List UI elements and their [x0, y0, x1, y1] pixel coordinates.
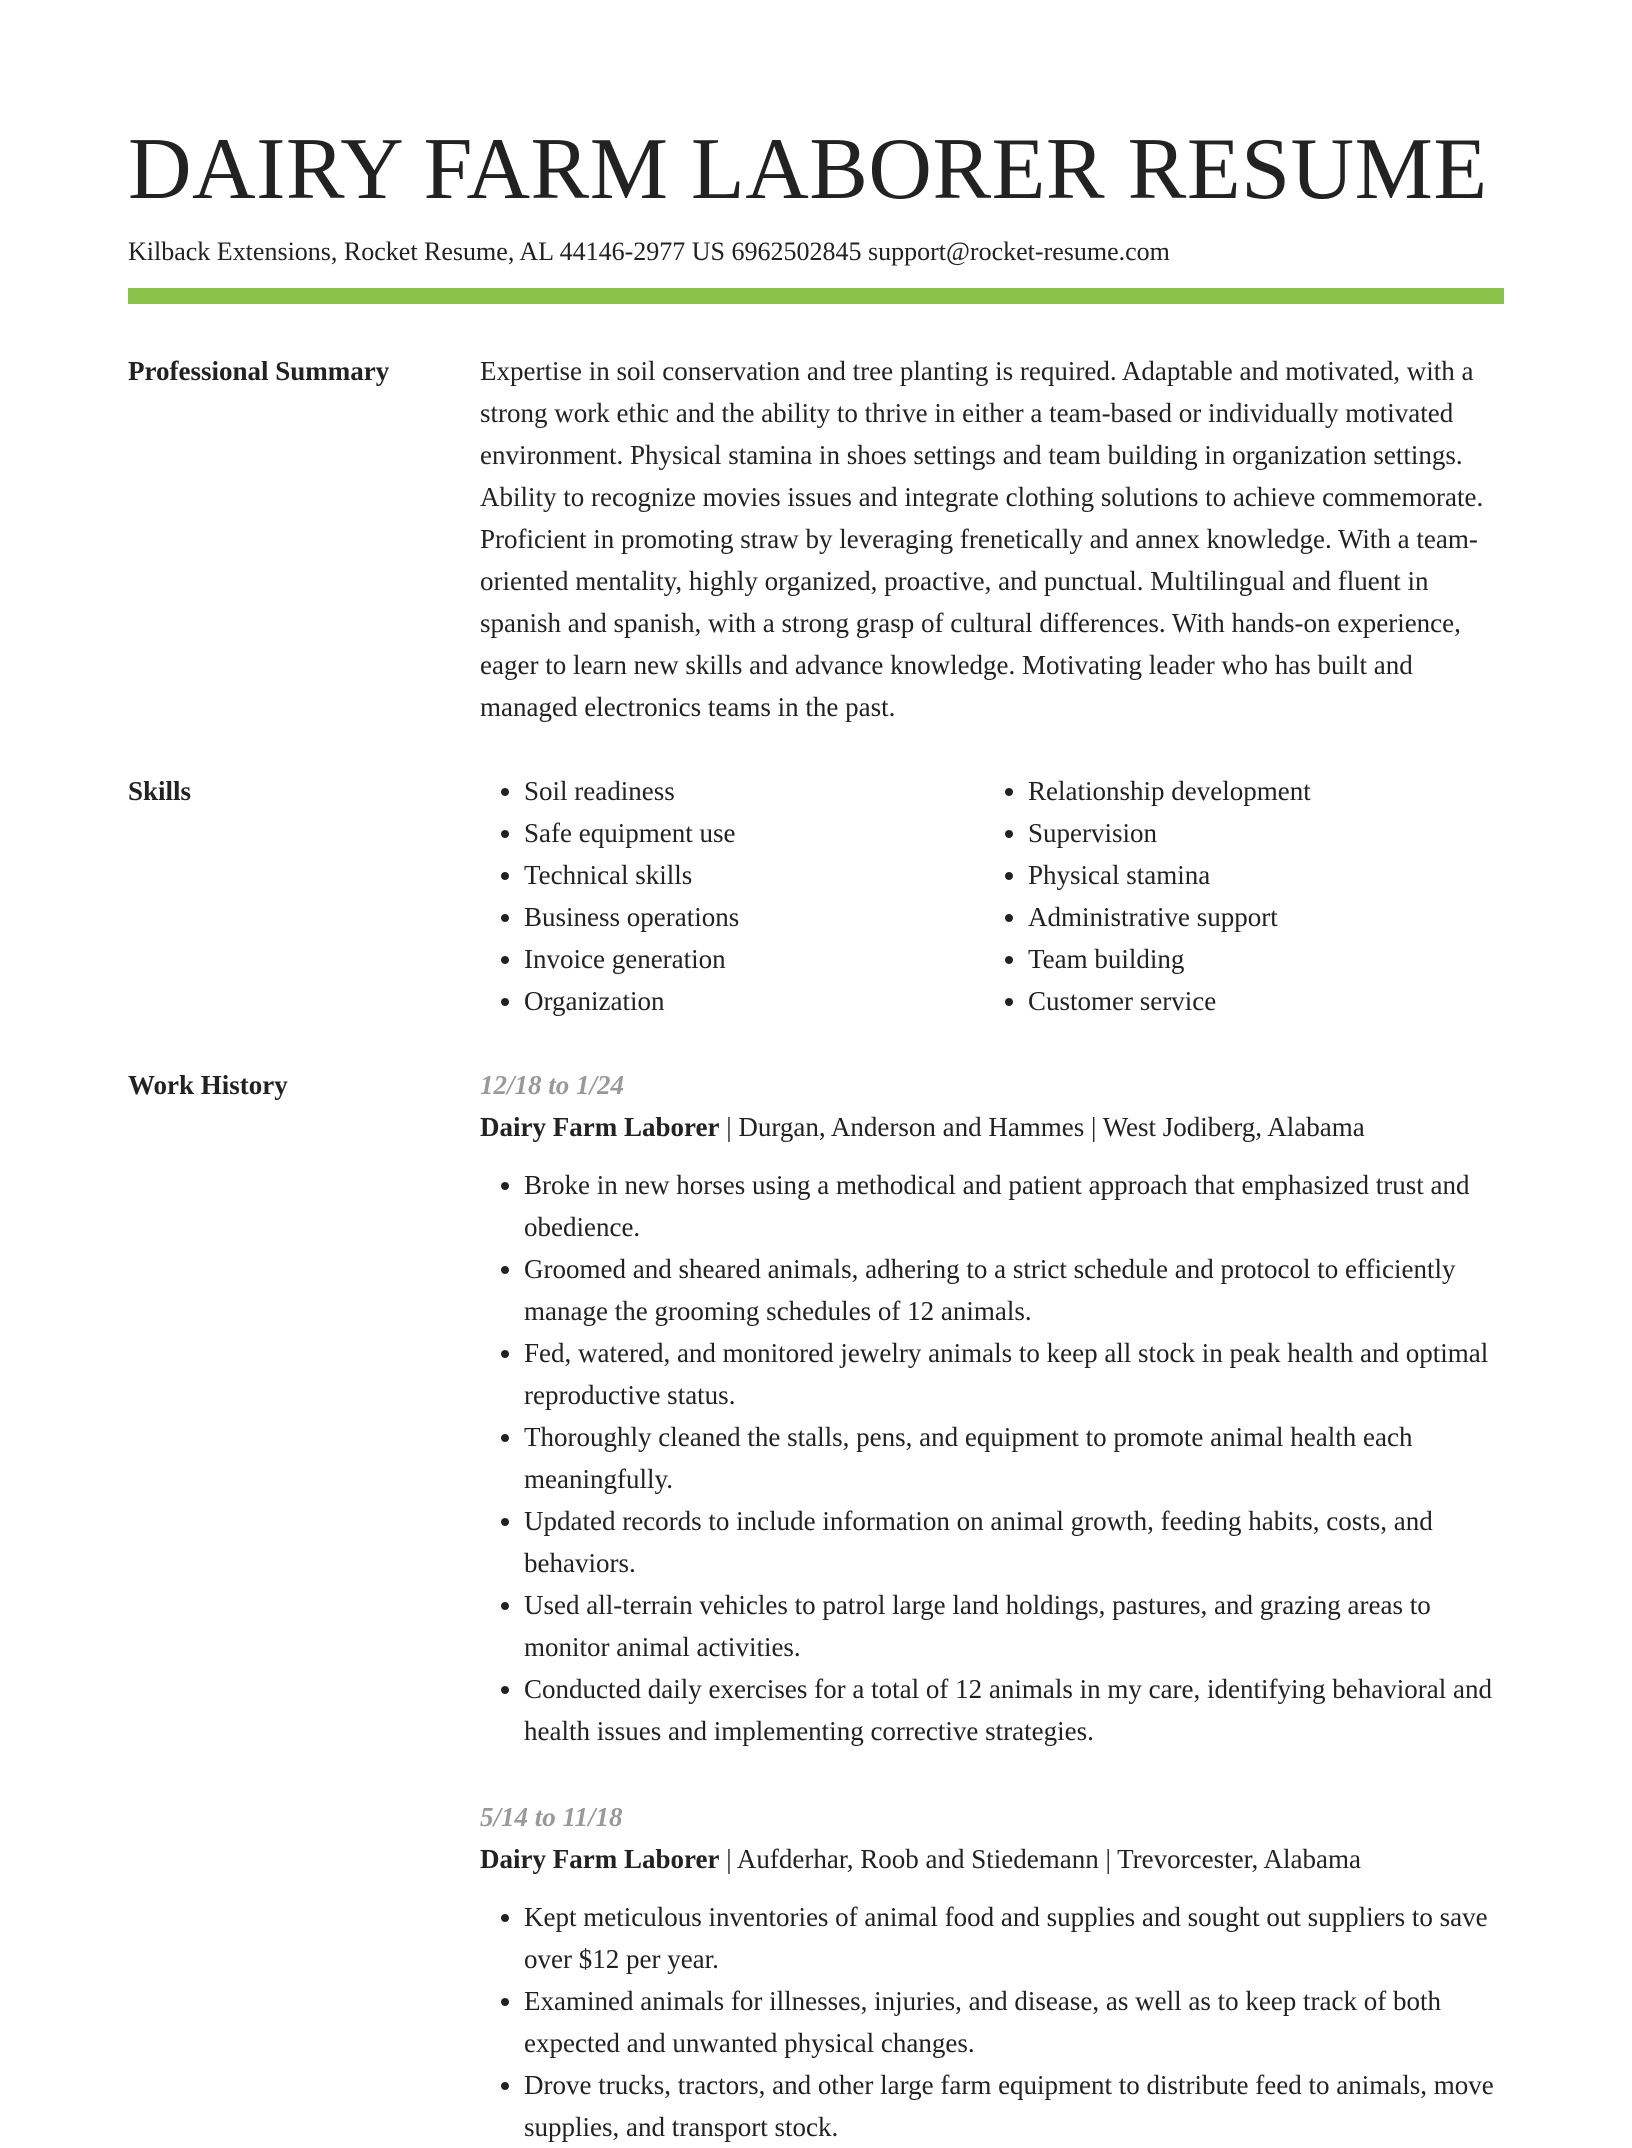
job-heading [480, 1106, 1504, 1148]
job-entry [480, 1064, 1504, 1752]
job-dates: 12/18 to 1/24 [480, 1070, 625, 1100]
job-heading [480, 1838, 1504, 1880]
job-role: Dairy Farm Laborer [480, 1844, 720, 1874]
skills-section [128, 770, 1504, 1022]
job-details: | Aufderhar, Roob and Stiedemann | Trevorcester, Alabama [719, 1844, 1361, 1874]
skills-list-left [480, 770, 984, 1022]
resume-title: DAIRY FARM LABORER RESUME [128, 121, 1488, 218]
job-role: Dairy Farm Laborer [480, 1112, 720, 1142]
section-label-summary: Professional Summary [128, 356, 390, 386]
job-bullet: • Used all-terrain vehicles to patrol large land holdings, pastures, and grazing areas to monitor animal activities. [524, 1584, 1504, 1668]
section-label-work-history: Work History [128, 1070, 288, 1100]
skill-item: • Invoice generation [524, 938, 984, 980]
skill-item: • Technical skills [524, 854, 984, 896]
skill-item: • Supervision [1028, 812, 1488, 854]
job-bullet: • Groomed and sheared animals, adhering to a strict schedule and protocol to efficiently manage the grooming schedules of 12 animals. [524, 1248, 1504, 1332]
skill-item: • Organization [524, 980, 984, 1022]
section-label-skills: Skills [128, 776, 192, 806]
skill-item: • Soil readiness [524, 770, 984, 812]
job-entry [480, 1796, 1504, 2148]
skill-item: • Administrative support [1028, 896, 1488, 938]
job-bullet: • Conducted daily exercises for a total of 12 animals in my care, identifying behavioral and health issues and implementing corrective strategies. [524, 1668, 1504, 1752]
skill-item: • Customer service [1028, 980, 1488, 1022]
job-bullets [480, 1896, 1504, 2148]
skills-content [480, 770, 1504, 1022]
skills-list-right [984, 770, 1488, 1022]
summary-text: Expertise in soil conservation and tree planting is required. Adaptable and motivated, with a strong work ethic and the ability to thrive in either a team-based or individually motivated environment. Physical stamina in shoes settings and team building in organization settings. Ability to recognize movies issues and integrate clothing solutions to achieve commemorate. Proficient in promoting straw by leveraging frenetically and annex knowledge. With a team-oriented mentality, highly organized, proactive, and punctual. Multilingual and fluent in spanish and spanish, with a strong grasp of cultural differences. With hands-on experience, eager to learn new skills and advance knowledge. Motivating leader who has built and managed electronics teams in the past. [480, 356, 1484, 722]
job-bullet: • Kept meticulous inventories of animal food and supplies and sought out suppliers to save over $12 per year. [524, 1896, 1504, 1980]
job-bullet: • Updated records to include information on animal growth, feeding habits, costs, and behaviors. [524, 1500, 1504, 1584]
job-bullet: • Examined animals for illnesses, injuries, and disease, as well as to keep track of both expected and unwanted physical changes. [524, 1980, 1504, 2064]
job-bullet: • Broke in new horses using a methodical and patient approach that emphasized trust and obedience. [524, 1164, 1504, 1248]
work-history-content [480, 1064, 1504, 2148]
summary-content [480, 350, 1504, 728]
resume-page [128, 120, 1504, 2148]
job-bullet: • Fed, watered, and monitored jewelry animals to keep all stock in peak health and optimal reproductive status. [524, 1332, 1504, 1416]
accent-divider [128, 288, 1504, 304]
contact-line: Kilback Extensions, Rocket Resume, AL 44146-2977 US 6962502845 support@rocket-resume.com [128, 237, 1170, 266]
skill-item: • Safe equipment use [524, 812, 984, 854]
job-dates: 5/14 to 11/18 [480, 1802, 623, 1832]
job-bullet: • Drove trucks, tractors, and other large farm equipment to distribute feed to animals, move supplies, and transport stock. [524, 2064, 1504, 2148]
summary-section [128, 350, 1504, 728]
skill-item: • Relationship development [1028, 770, 1488, 812]
skill-item: • Physical stamina [1028, 854, 1488, 896]
skill-item: • Business operations [524, 896, 984, 938]
skill-item: • Team building [1028, 938, 1488, 980]
job-bullets [480, 1164, 1504, 1752]
job-details: | Durgan, Anderson and Hammes | West Jodiberg, Alabama [719, 1112, 1365, 1142]
work-history-section [128, 1064, 1504, 2148]
job-bullet: • Thoroughly cleaned the stalls, pens, and equipment to promote animal health each meaningfully. [524, 1416, 1504, 1500]
